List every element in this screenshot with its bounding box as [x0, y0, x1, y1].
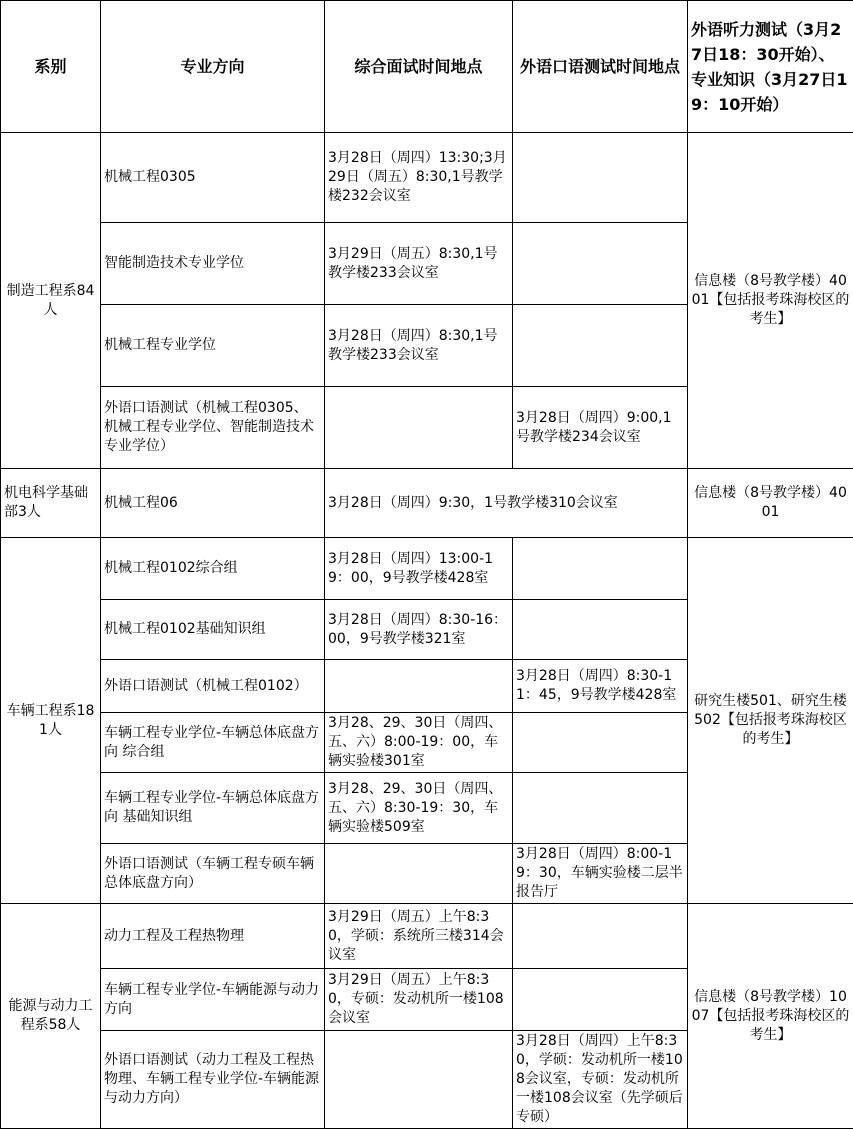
oral-cell [513, 600, 688, 660]
interview-cell: 3月28日（周四）8:30-16：00，9号教学楼321室 [325, 600, 513, 660]
major-cell: 动力工程及工程热物理 [101, 904, 325, 969]
oral-cell [513, 969, 688, 1031]
interview-cell: 3月29日（周五）8:30,1号教学楼233会议室 [325, 223, 513, 305]
oral-cell [513, 713, 688, 773]
interview-cell: 3月28、29、30日（周四、五、六）8:00-19：00，车辆实验楼301室 [325, 713, 513, 773]
oral-cell [513, 904, 688, 969]
major-cell: 机械工程专业学位 [101, 305, 325, 387]
listening-location-cell: 信息楼（8号教学楼）1007【包括报考珠海校区的考生】 [688, 904, 853, 1129]
table-row [1, 469, 853, 538]
interview-cell: 3月28日（周四）13:30;3月29日（周五）8:30,1号教学楼232会议室 [325, 133, 513, 223]
oral-cell [513, 773, 688, 844]
major-cell: 外语口语测试（机械工程0102） [101, 660, 325, 713]
major-cell: 机械工程0102基础知识组 [101, 600, 325, 660]
major-cell: 机械工程0305 [101, 133, 325, 223]
interview-cell: 3月29日（周五）上午8:30，专硕：发动机所一楼108会议室 [325, 969, 513, 1031]
oral-cell: 3月28日（周四）9:00,1号教学楼234会议室 [513, 387, 688, 469]
interview-oral-merged-cell: 3月28日（周四）9:30，1号教学楼310会议室 [325, 469, 688, 538]
major-cell: 外语口语测试（车辆工程专硕车辆总体底盘方向） [101, 844, 325, 904]
oral-cell [513, 133, 688, 223]
major-cell: 机械工程06 [101, 469, 325, 538]
interview-cell: 3月29日（周五）上午8:30，学硕：系统所三楼314会议室 [325, 904, 513, 969]
interview-cell [325, 844, 513, 904]
department-cell: 制造工程系84人 [1, 133, 101, 469]
interview-cell: 3月28日（周四）8:30,1号教学楼233会议室 [325, 305, 513, 387]
oral-cell: 3月28日（周四）上午8:30，学硕：发动机所一楼108会议室，专硕：发动机所一楼108会议室（先学硕后专硕） [513, 1031, 688, 1129]
header-oral-test: 外语口语测试时间地点 [513, 1, 688, 133]
major-cell: 机械工程0102综合组 [101, 538, 325, 600]
department-cell: 车辆工程系181人 [1, 538, 101, 904]
oral-cell: 3月28日（周四）8:30-11：45，9号教学楼428室 [513, 660, 688, 713]
major-cell: 车辆工程专业学位-车辆总体底盘方向 基础知识组 [101, 773, 325, 844]
major-cell: 智能制造技术专业学位 [101, 223, 325, 305]
oral-cell: 3月28日（周四）8:00-19：30，车辆实验楼二层半报告厅 [513, 844, 688, 904]
interview-cell [325, 387, 513, 469]
listening-location-cell: 研究生楼501、研究生楼502【包括报考珠海校区的考生】 [688, 538, 853, 904]
major-cell: 车辆工程专业学位-车辆能源与动力方向 [101, 969, 325, 1031]
header-department: 系别 [1, 1, 101, 133]
interview-cell: 3月28日（周四）13:00-19：00，9号教学楼428室 [325, 538, 513, 600]
oral-cell [513, 223, 688, 305]
listening-location-cell: 信息楼（8号教学楼）4001【包括报考珠海校区的考生】 [688, 133, 853, 469]
header-major: 专业方向 [101, 1, 325, 133]
header-listening-test: 外语听力测试（3月27日18：30开始）、专业知识（3月27日19：10开始） [688, 1, 853, 133]
department-cell: 能源与动力工程系58人 [1, 904, 101, 1129]
table-row [1, 538, 853, 600]
major-cell: 车辆工程专业学位-车辆总体底盘方向 综合组 [101, 713, 325, 773]
interview-cell [325, 660, 513, 713]
department-cell: 机电科学基础部3人 [1, 469, 101, 538]
table-row [1, 133, 853, 223]
header-interview: 综合面试时间地点 [325, 1, 513, 133]
listening-location-cell: 信息楼（8号教学楼）4001 [688, 469, 853, 538]
interview-cell: 3月28、29、30日（周四、五、六）8:30-19：30，车辆实验楼509室 [325, 773, 513, 844]
table-row [1, 904, 853, 969]
oral-cell [513, 538, 688, 600]
header-row [1, 1, 853, 133]
major-cell: 外语口语测试（机械工程0305、机械工程专业学位、智能制造技术专业学位） [101, 387, 325, 469]
oral-cell [513, 305, 688, 387]
major-cell: 外语口语测试（动力工程及工程热物理、车辆工程专业学位-车辆能源与动力方向） [101, 1031, 325, 1129]
